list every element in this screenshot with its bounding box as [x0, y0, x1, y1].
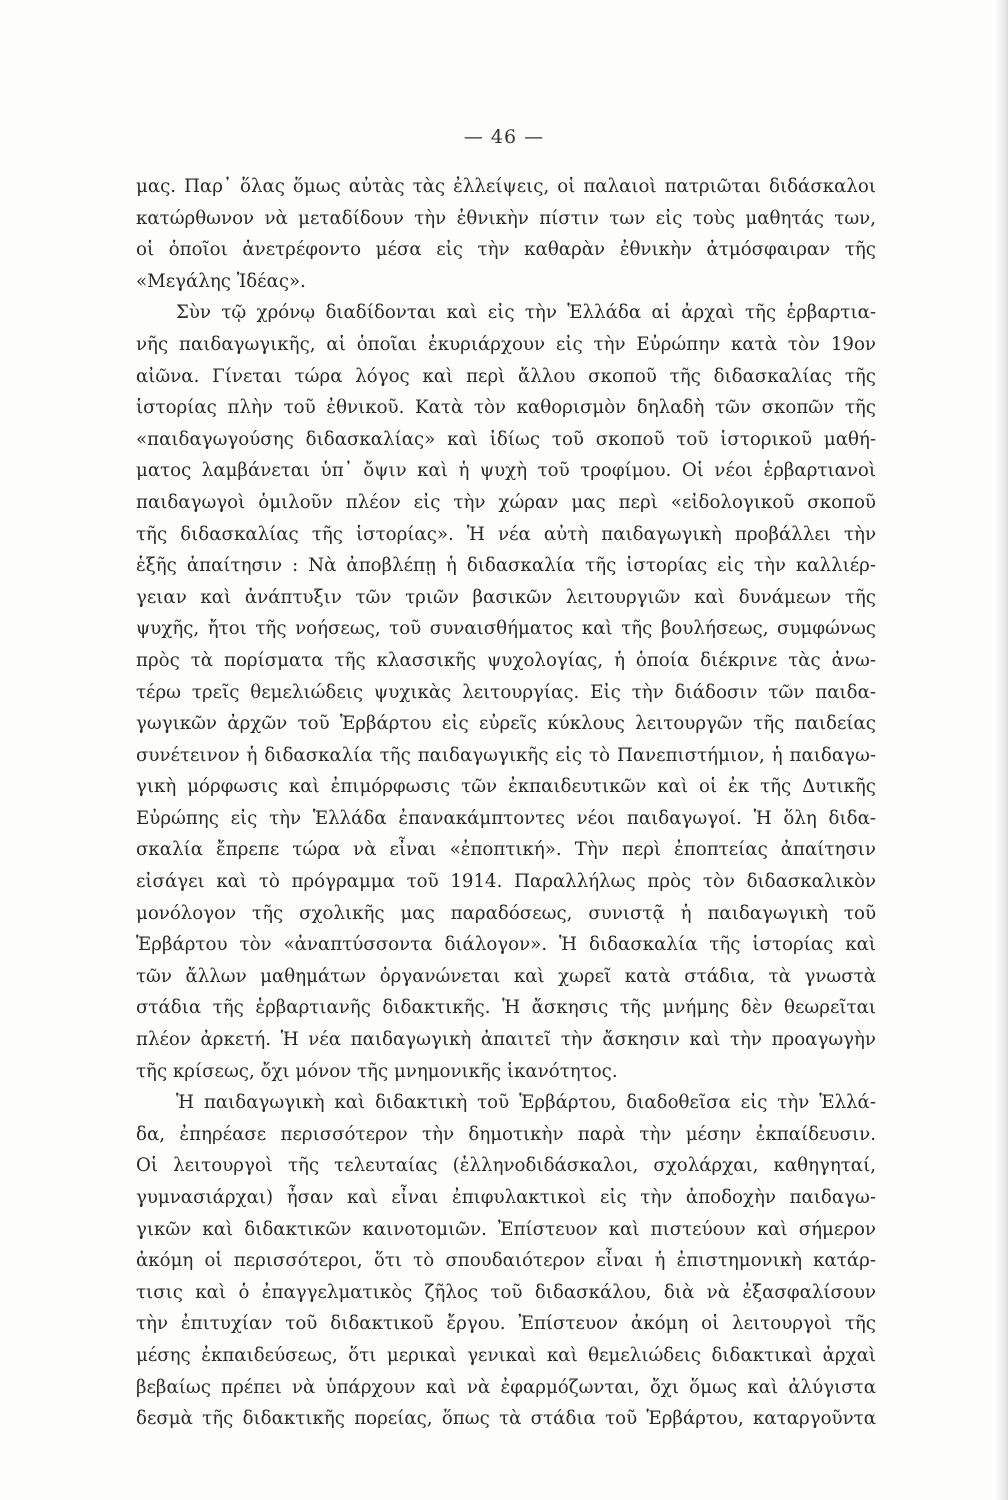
text-line: σκαλία ἔπρεπε τώρα νὰ εἶναι «ἐποπτική». Τὴν περὶ ἐποπτείας ἀπαίτησιν	[136, 839, 876, 861]
body-text	[136, 171, 876, 1435]
page-edge-shadow	[994, 0, 1008, 1500]
text-line: ἱστορίας πλὴν τοῦ ἐθνικοῦ. Κατὰ τὸν καθορισμὸν δηλαδὴ τῶν σκοπῶν τῆς	[136, 397, 876, 419]
text-line: αἰῶνα. Γίνεται τώρα λόγος καὶ περὶ ἄλλου σκοποῦ τῆς διδασκαλίας τῆς	[136, 365, 876, 387]
text-line: Εὐρώπης εἰς τὴν Ἑλλάδα ἐπανακάμπτοντες νέοι παιδαγωγοί. Ἡ ὅλη διδα-	[136, 807, 876, 829]
text-line: γικὴ μόρφωσις καὶ ἐπιμόρφωσις τῶν ἐκπαιδευτικῶν καὶ οἱ ἐκ τῆς Δυτικῆς	[136, 776, 876, 798]
text-line: ψυχῆς, ἤτοι τῆς νοήσεως, τοῦ συναισθήματος καὶ τῆς βουλήσεως, συμφώνως	[136, 618, 876, 640]
text-line: γωγικῶν ἀρχῶν τοῦ Ἑρβάρτου εἰς εὐρεῖς κύκλους λειτουργῶν τῆς παιδείας	[136, 713, 876, 735]
text-line: γικῶν καὶ διδακτικῶν καινοτομιῶν. Ἐπίστευον καὶ πιστεύουν καὶ σήμερον	[136, 1218, 876, 1240]
text-line: βεβαίως πρέπει νὰ ὑπάρχουν καὶ νὰ ἐφαρμόζωνται, ὄχι ὅμως καὶ ἀλύγιστα	[136, 1376, 876, 1398]
text-line: κατώρθωνον νὰ μεταδίδουν τὴν ἐθνικὴν πίστιν των εἰς τοὺς μαθητάς των,	[136, 207, 876, 229]
text-line: νῆς παιδαγωγικῆς, αἱ ὁποῖαι ἐκυριάρχουν εἰς τὴν Εὐρώπην κατὰ τὸν 19ον	[136, 333, 876, 355]
text-line: Ἡ παιδαγωγικὴ καὶ διδακτικὴ τοῦ Ἑρβάρτου, διαδοθεῖσα εἰς τὴν Ἑλλά-	[176, 1092, 876, 1114]
text-line: ματος λαμβάνεται ὑπ᾽ ὄψιν καὶ ἡ ψυχὴ τοῦ τροφίμου. Οἱ νέοι ἑρβαρτιανοὶ	[136, 460, 876, 482]
text-line: τισις καὶ ὁ ἐπαγγελματικὸς ζῆλος τοῦ διδασκάλου, διὰ νὰ ἐξασφαλίσουν	[136, 1281, 876, 1303]
text-line: «παιδαγωγούσης διδασκαλίας» καὶ ἰδίως τοῦ σκοποῦ τοῦ ἱστορικοῦ μαθή-	[136, 428, 876, 450]
text-line: «Μεγάλης Ἰδέας».	[136, 270, 306, 292]
text-line: μας. Παρ᾽ ὅλας ὅμως αὐτὰς τὰς ἐλλείψεις, οἱ παλαιοὶ πατριῶται διδάσκαλοι	[136, 176, 876, 197]
text-line: μονόλογον τῆς σχολικῆς μας παραδόσεως, συνιστᾷ ἡ παιδαγωγικὴ τοῦ	[136, 902, 876, 924]
text-line: Ἑρβάρτου τὸν «ἀναπτύσσοντα διάλογον». Ἡ διδασκαλία τῆς ἱστορίας καὶ	[136, 934, 876, 956]
text-line: Σὺν τῷ χρόνῳ διαδίδονται καὶ εἰς τὴν Ἑλλάδα αἱ ἀρχαὶ τῆς ἑρβαρτια-	[176, 302, 876, 324]
text-line: Οἱ λειτουργοὶ τῆς τελευταίας (ἑλληνοδιδάσκαλοι, σχολάρχαι, καθηγηταί,	[136, 1155, 876, 1177]
text-line: τῆς κρίσεως, ὄχι μόνον τῆς μνημονικῆς ἱκανότητος.	[136, 1060, 618, 1082]
text-line: συνέτεινον ἡ διδασκαλία τῆς παιδαγωγικῆς εἰς τὸ Πανεπιστήμιον, ἡ παιδαγω-	[136, 744, 876, 766]
text-line: πρὸς τὰ πορίσματα τῆς κλασσικῆς ψυχολογίας, ἡ ὁποία διέκρινε τὰς ἀνω-	[136, 649, 876, 671]
text-line: ἑξῆς ἀπαίτησιν : Νὰ ἀποβλέπῃ ἡ διδασκαλία τῆς ἱστορίας εἰς τὴν καλλιέρ-	[136, 555, 876, 577]
text-line: δα, ἐπηρέασε περισσότερον τὴν δημοτικὴν παρὰ τὴν μέσην ἐκπαίδευσιν.	[136, 1123, 876, 1145]
text-line: τῆς διδασκαλίας τῆς ἱστορίας». Ἡ νέα αὐτὴ παιδαγωγικὴ προβάλλει τὴν	[136, 523, 876, 545]
text-line: γυμνασιάρχαι) ἦσαν καὶ εἶναι ἐπιφυλακτικοὶ εἰς τὴν ἀποδοχὴν παιδαγω-	[136, 1187, 876, 1208]
text-line: στάδια τῆς ἑρβαρτιανῆς διδακτικῆς. Ἡ ἄσκησις τῆς μνήμης δὲν θεωρεῖται	[136, 997, 876, 1019]
text-line: ἀκόμη οἱ περισσότεροι, ὅτι τὸ σπουδαιότερον εἶναι ἡ ἐπιστημονικὴ κατάρ-	[136, 1250, 876, 1272]
page-number: — 46 —	[463, 126, 545, 148]
text-line: τῶν ἄλλων μαθημάτων ὀργανώνεται καὶ χωρεῖ κατὰ στάδια, τὰ γνωστὰ	[136, 965, 876, 987]
text-line: γειαν καὶ ἀνάπτυξιν τῶν τριῶν βασικῶν λειτουργιῶν καὶ δυνάμεων τῆς	[136, 586, 876, 608]
text-line: δεσμὰ τῆς διδακτικῆς πορείας, ὅπως τὰ στάδια τοῦ Ἑρβάρτου, καταργοῦντα	[136, 1408, 876, 1430]
text-line: εἰσάγει καὶ τὸ πρόγραμμα τοῦ 1914. Παραλλήλως πρὸς τὸν διδασκαλικὸν	[136, 871, 876, 893]
text-line: οἱ ὁποῖοι ἀνετρέφοντο μέσα εἰς τὴν καθαρὰν ἐθνικὴν ἀτμόσφαιραν τῆς	[136, 239, 876, 261]
text-line: τὴν ἐπιτυχίαν τοῦ διδακτικοῦ ἔργου. Ἐπίστευον ἀκόμη οἱ λειτουργοὶ τῆς	[136, 1313, 876, 1335]
text-line: παιδαγωγοὶ ὁμιλοῦν πλέον εἰς τὴν χώραν μας περὶ «εἰδολογικοῦ σκοποῦ	[136, 491, 876, 513]
text-line: τέρω τρεῖς θεμελιώδεις ψυχικὰς λειτουργίας. Εἰς τὴν διάδοσιν τῶν παιδα-	[136, 681, 876, 703]
text-line: μέσης ἐκπαιδεύσεως, ὅτι μερικαὶ γενικαὶ καὶ θεμελιώδεις διδακτικαὶ ἀρχαὶ	[136, 1344, 876, 1366]
text-line: πλέον ἀρκετή. Ἡ νέα παιδαγωγικὴ ἀπαιτεῖ τὴν ἄσκησιν καὶ τὴν προαγωγὴν	[136, 1029, 876, 1051]
